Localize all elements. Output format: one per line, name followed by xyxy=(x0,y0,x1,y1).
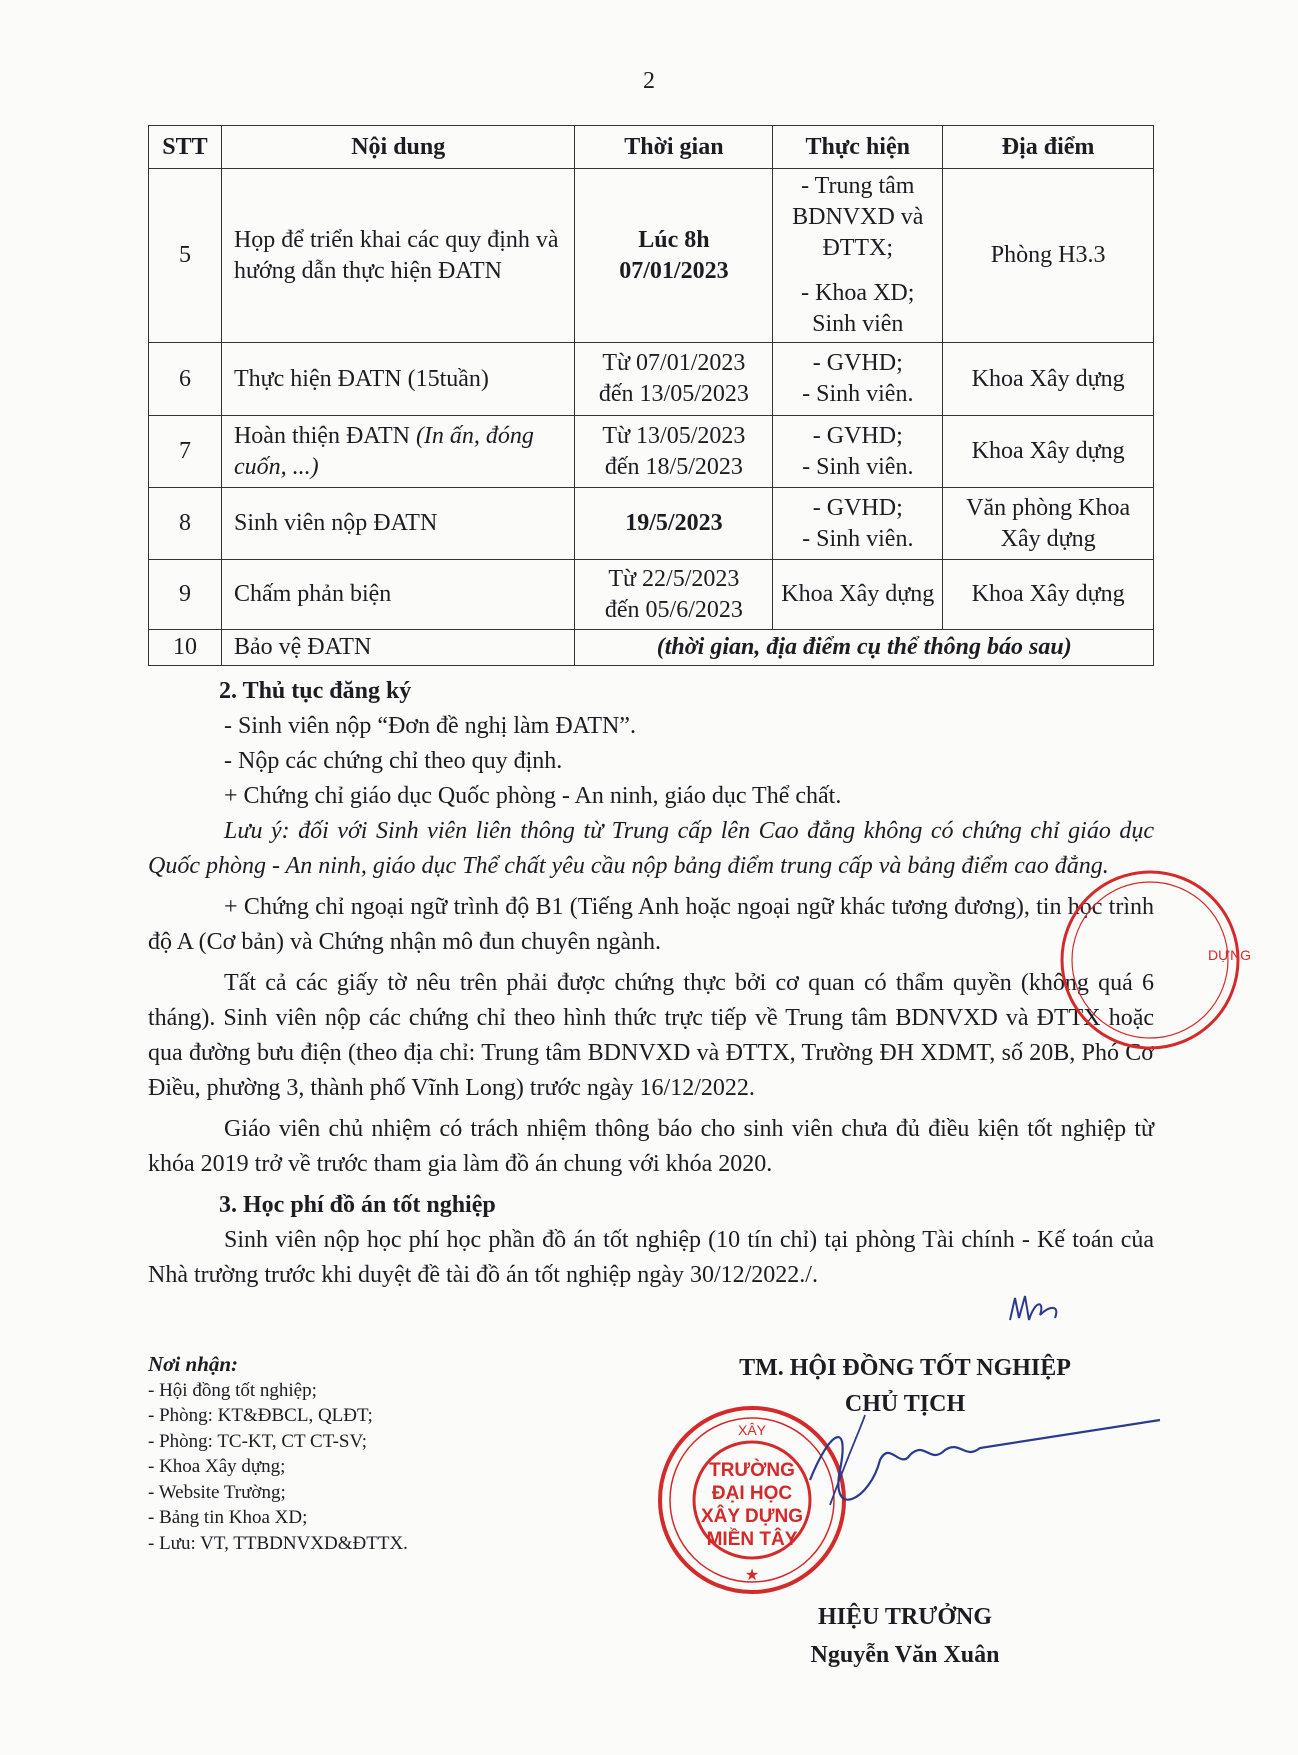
paragraph: - Sinh viên nộp “Đơn đề nghị làm ĐATN”. xyxy=(224,713,636,739)
row-time: Từ 22/5/2023 đến 05/6/2023 xyxy=(575,560,773,630)
header-place: Địa điểm xyxy=(943,126,1154,169)
signer-name: Nguyễn Văn Xuân xyxy=(810,1642,1000,1668)
list-item: - Bảng tin Khoa XD; xyxy=(148,1507,308,1528)
header-time: Thời gian xyxy=(575,126,773,169)
section-title: 2. Thủ tục đăng ký xyxy=(219,678,412,704)
svg-text:★: ★ xyxy=(744,1567,760,1584)
table-row xyxy=(149,630,1154,666)
table-header-row xyxy=(149,126,1154,169)
row-place: Khoa Xây dựng xyxy=(943,343,1154,416)
partial-seal xyxy=(1150,860,1252,1060)
row-content: Sinh viên nộp ĐATN xyxy=(221,488,575,560)
svg-text:ĐẠI HỌC: ĐẠI HỌC xyxy=(711,1483,793,1504)
header-actor: Thực hiện xyxy=(773,126,943,169)
list-item: - Khoa Xây dựng; xyxy=(148,1456,286,1477)
list-item: - Hội đồng tốt nghiệp; xyxy=(148,1379,317,1401)
signer-block xyxy=(640,1598,1170,1674)
row-stt: 10 xyxy=(149,630,222,666)
row-time: Từ 13/05/2023 đến 18/5/2023 xyxy=(575,416,773,488)
row-content: Bảo vệ ĐATN xyxy=(221,630,575,666)
table-row xyxy=(149,169,1154,343)
row-stt: 5 xyxy=(149,169,222,343)
table-row xyxy=(149,343,1154,416)
table-row xyxy=(149,488,1154,560)
row-place: Văn phòng Khoa Xây dựng xyxy=(943,488,1154,560)
paragraph: Giáo viên chủ nhiệm có trách nhiệm thông báo cho sinh viên chưa đủ điều kiện tốt nghiệp từ khóa 2019 trở về trước tham gia làm đồ án chung với khóa 2020. xyxy=(148,1116,1154,1177)
row-actor: Khoa Xây dựng xyxy=(773,560,943,630)
paragraph: Tất cả các giấy tờ nêu trên phải được chứng thực bởi cơ quan có thẩm quyền (không quá 6 tháng). Sinh viên nộp các chứng chỉ theo hình thức trực tiếp về Trung tâm BDNVXD và ĐTTX hoặc qua đường bưu điện (theo địa chỉ: Trung tâm BDNVXD và ĐTTX, Trường ĐH XDMT, số 20B, Phó Cơ Điều, phường 3, thành phố Vĩnh Long) trước ngày 16/12/2022. xyxy=(148,970,1154,1101)
schedule-table xyxy=(148,125,1154,666)
row-content: Họp để triển khai các quy định và hướng dẫn thực hiện ĐATN xyxy=(221,169,575,343)
row-place: Khoa Xây dựng xyxy=(943,416,1154,488)
list-item: - Phòng: KT&ĐBCL, QLĐT; xyxy=(148,1405,373,1426)
council-title: TM. HỘI ĐỒNG TỐT NGHIỆP xyxy=(739,1355,1071,1381)
note-paragraph: Lưu ý: đối với Sinh viên liên thông từ Trung cấp lên Cao đẳng không có chứng chỉ giáo dục Quốc phòng - An ninh, giáo dục Thể chất yêu cầu nộp bảng điểm trung cấp và bảng điểm cao đẳng. xyxy=(148,818,1154,879)
body-text xyxy=(148,674,1154,1293)
paragraph: + Chứng chỉ ngoại ngữ trình độ B1 (Tiếng Anh hoặc ngoại ngữ khác tương đương), tin học trình độ A (Cơ bản) và Chứng nhận mô đun chuyên ngành. xyxy=(148,894,1154,955)
list-item: - Lưu: VT, TTBDNVXD&ĐTTX. xyxy=(148,1532,408,1554)
row-time: Từ 07/01/2023 đến 13/05/2023 xyxy=(575,343,773,416)
row-stt: 7 xyxy=(149,416,222,488)
svg-text:XÂY DỰNG: XÂY DỰNG xyxy=(701,1506,803,1527)
row-actor: - GVHD; - Sinh viên. xyxy=(773,488,943,560)
section-title: 3. Học phí đồ án tốt nghiệp xyxy=(219,1192,496,1218)
svg-text:DỰNG: DỰNG xyxy=(1208,947,1252,963)
paragraph: - Nộp các chứng chỉ theo quy định. xyxy=(224,748,563,774)
header-stt: STT xyxy=(149,126,222,169)
initials-mark xyxy=(1005,1290,1065,1330)
list-item: - Website Trường; xyxy=(148,1481,286,1503)
row-place: Phòng H3.3 xyxy=(943,169,1154,343)
row-place: Khoa Xây dựng xyxy=(943,560,1154,630)
recipients xyxy=(148,1352,408,1556)
signature-scribble xyxy=(790,1410,1170,1510)
row-actor: - GVHD; - Sinh viên. xyxy=(773,416,943,488)
row-content: Hoàn thiện ĐATN (In ấn, đóng cuốn, ...) xyxy=(221,416,575,488)
row-time: 19/5/2023 xyxy=(575,488,773,560)
row-stt: 8 xyxy=(149,488,222,560)
svg-text:MIỀN TÂY: MIỀN TÂY xyxy=(706,1529,798,1550)
row-actor: - GVHD; - Sinh viên. xyxy=(773,343,943,416)
paragraph: + Chứng chỉ giáo dục Quốc phòng - An ninh, giáo dục Thể chất. xyxy=(224,783,842,809)
row-content: Chấm phản biện xyxy=(221,560,575,630)
chair-title: CHỦ TỊCH xyxy=(844,1391,966,1417)
recipients-label: Nơi nhận: xyxy=(148,1352,239,1376)
table-row xyxy=(149,560,1154,630)
header-content: Nội dung xyxy=(221,126,575,169)
page-number: 2 xyxy=(643,68,655,94)
signer-title: HIỆU TRƯỞNG xyxy=(817,1604,993,1630)
row-content: Thực hiện ĐATN (15tuần) xyxy=(221,343,575,416)
paragraph: Sinh viên nộp học phí học phần đồ án tốt nghiệp (10 tín chỉ) tại phòng Tài chính - Kế toán của Nhà trường trước khi duyệt đề tài đồ án tốt nghiệp ngày 30/12/2022./. xyxy=(148,1227,1154,1288)
row-merged-note: (thời gian, địa điểm cụ thể thông báo sau) xyxy=(575,630,1154,666)
svg-text:XÂY: XÂY xyxy=(737,1422,767,1438)
table-row xyxy=(149,416,1154,488)
row-actor: - Trung tâm BDNVXD và ĐTTX; - Khoa XD; Sinh viên xyxy=(773,169,943,343)
row-stt: 6 xyxy=(149,343,222,416)
row-stt: 9 xyxy=(149,560,222,630)
svg-text:TRƯỜNG: TRƯỜNG xyxy=(709,1460,795,1481)
row-time: Lúc 8h 07/01/2023 xyxy=(575,169,773,343)
list-item: - Phòng: TC-KT, CT CT-SV; xyxy=(148,1430,368,1452)
